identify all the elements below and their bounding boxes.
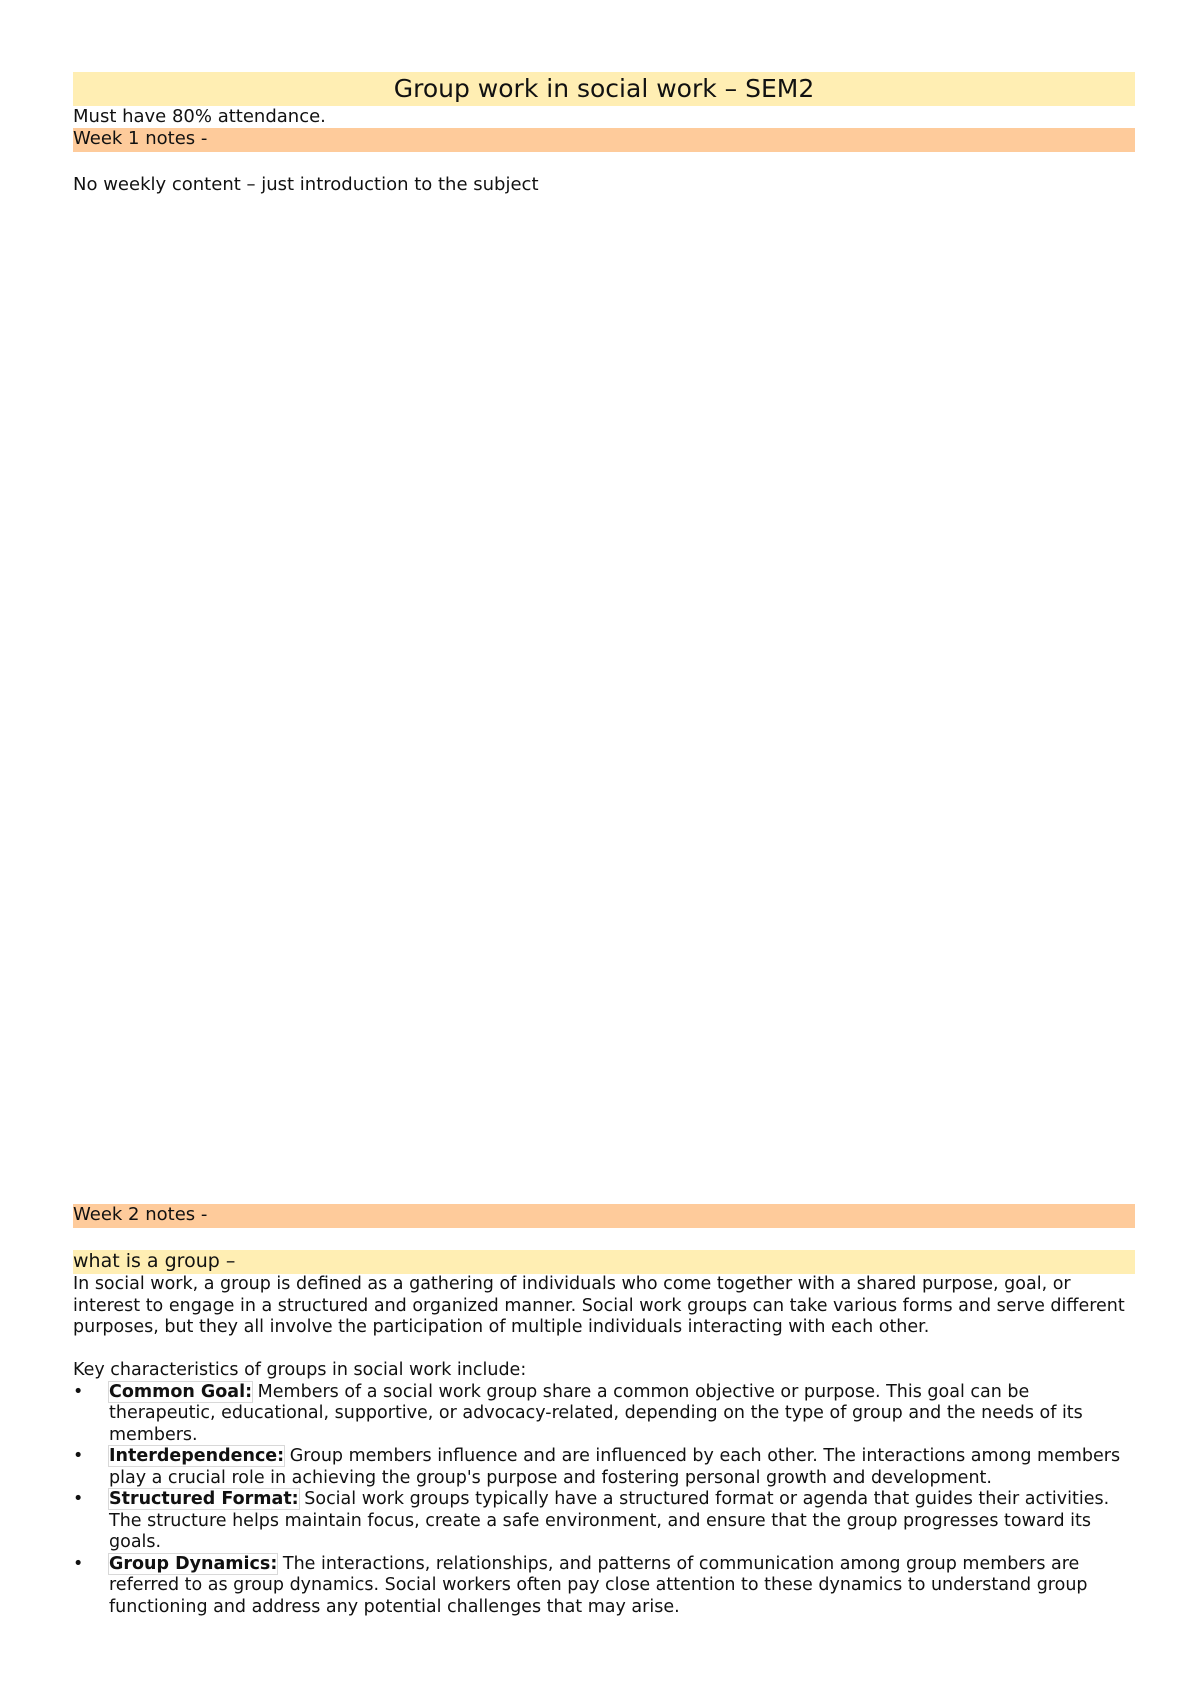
list-item xyxy=(73,1489,1135,1554)
characteristics-list xyxy=(73,1382,1135,1619)
characteristic-text: Members of a social work group share a common objective or purpose. This goal can be therapeutic, educational, supportive, or advocacy-related, depending on the type of group and the needs of its members. xyxy=(109,1381,1083,1445)
characteristic-term: Group Dynamics: xyxy=(109,1553,278,1574)
characteristic-term: Interdependence: xyxy=(109,1446,285,1466)
week-1-heading: Week 1 notes - xyxy=(73,128,1135,152)
what-is-a-group-heading: what is a group – xyxy=(73,1250,1135,1274)
week-2-heading: Week 2 notes - xyxy=(73,1204,1135,1228)
week-1-content: No weekly content – just introduction to the subject xyxy=(73,174,539,195)
list-item xyxy=(73,1446,1135,1489)
characteristics-intro: Key characteristics of groups in social work include: xyxy=(73,1360,527,1380)
spacer xyxy=(73,1228,1135,1250)
characteristic-term: Common Goal: xyxy=(109,1381,253,1402)
document-title: Group work in social work – SEM2 xyxy=(73,72,1135,106)
characteristic-text: Group members influence and are influenced by each other. The interactions among members play a crucial role in achieving the group's purpose and fostering personal growth and development. xyxy=(109,1446,1121,1488)
bullet-icon: • xyxy=(73,1381,84,1402)
blank-space xyxy=(73,196,1135,1204)
group-definition: In social work, a group is defined as a gathering of individuals who come together with a shared purpose, goal, or interest to engage in a structured and organized manner. Social work groups can take various forms and serve different purposes, but they all involve the participation of multiple individuals interacting with each other. xyxy=(73,1274,1125,1337)
attendance-note: Must have 80% attendance. xyxy=(73,106,326,127)
characteristic-term: Structured Format: xyxy=(109,1489,299,1509)
list-item xyxy=(73,1382,1135,1447)
spacer xyxy=(73,1339,1135,1361)
bullet-icon: • xyxy=(73,1489,84,1509)
characteristic-text: Social work groups typically have a structured format or agenda that guides their activities. The structure helps maintain focus, create a safe environment, and ensure that the group progresses toward its goals. xyxy=(109,1489,1110,1552)
bullet-icon: • xyxy=(73,1553,84,1574)
characteristic-text: The interactions, relationships, and patterns of communication among group members are referred to as group dynamics. Social workers often pay close attention to these dynamics to understand group functioning and address any potential challenges that may arise. xyxy=(109,1553,1088,1617)
list-item xyxy=(73,1554,1135,1619)
spacer xyxy=(73,152,1135,174)
document-page xyxy=(73,72,1135,1618)
bullet-icon: • xyxy=(73,1446,84,1466)
